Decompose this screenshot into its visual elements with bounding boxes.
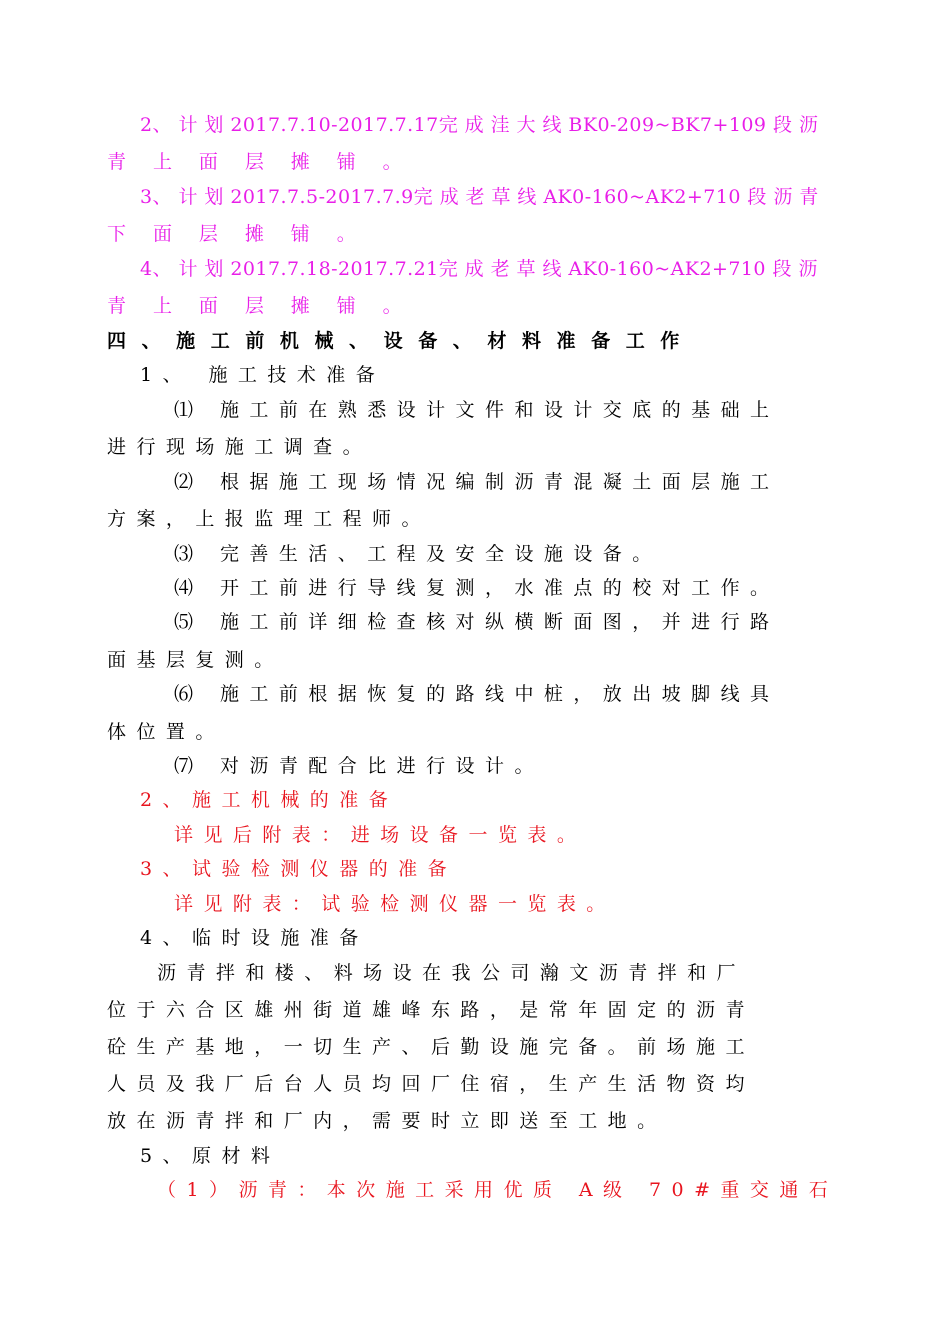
facilities-paragraph-line3: 砼生产基地，一切生产、后勤设施完备。前场施工	[107, 1036, 755, 1058]
asphalt-material-line: （1）沥青：本次施工采用优质 A级 70#重交通石	[157, 1179, 839, 1201]
tech-item-2-line1: ⑵ 根据施工现场情况编制沥青混凝土面层施工	[174, 471, 780, 493]
plan-item-4-line1: 4、 计 划 2017.7.18-2017.7.21完 成 老 草 线 AK0-160~AK2+710 段 沥	[140, 258, 818, 280]
tech-item-1-line2: 进行现场施工调查。	[107, 436, 373, 458]
plan-item-3-line2: 下 面 层 摊 铺 。	[107, 223, 367, 245]
plan-item-3-line1: 3、 计 划 2017.7.5-2017.7.9完 成 老 草 线 AK0-160~AK2+710 段 沥 青	[140, 186, 819, 208]
tech-item-5-line2: 面基层复测。	[107, 649, 284, 671]
tech-item-6-line2: 体位置。	[107, 721, 225, 743]
plan-item-2-line1: 2、 计 划 2017.7.10-2017.7.17完 成 洼 大 线 BK0-209~BK7+109 段 沥	[140, 114, 819, 136]
subsection-1-title: 1、 施工技术准备	[140, 364, 386, 386]
subsection-5-title: 5、原材料	[140, 1145, 281, 1167]
plan-item-2-line2: 青 上 面 层 摊 铺 。	[107, 151, 413, 173]
facilities-paragraph-line4: 人员及我厂后台人员均回厂住宿，生产生活物资均	[107, 1073, 755, 1095]
subsection-2-title: 2、施工机械的准备	[140, 789, 399, 811]
facilities-paragraph-line5: 放在沥青拌和厂内，需要时立即送至工地。	[107, 1110, 667, 1132]
facilities-paragraph-line1: 沥青拌和楼、料场设在我公司瀚文沥青拌和厂	[157, 962, 747, 984]
subsection-4-title: 4、临时设施准备	[140, 927, 369, 949]
tech-item-6-line1: ⑹ 施工前根据恢复的路线中桩，放出坡脚线具	[174, 683, 780, 705]
subsection-2-body: 详见后附表：进场设备一览表。	[174, 824, 587, 846]
tech-item-4: ⑷ 开工前进行导线复测，水准点的校对工作。	[174, 577, 780, 599]
tech-item-3: ⑶ 完善生活、工程及安全设施设备。	[174, 543, 662, 565]
subsection-3-title: 3、试验检测仪器的准备	[140, 858, 458, 880]
tech-item-2-line2: 方案，上报监理工程师。	[107, 508, 431, 530]
tech-item-1-line1: ⑴ 施工前在熟悉设计文件和设计交底的基础上	[174, 399, 780, 421]
section-4-heading: 四、施工前机械、设备、材料准备工作	[107, 330, 695, 352]
tech-item-5-line1: ⑸ 施工前详细检查核对纵横断面图，并进行路	[174, 611, 780, 633]
subsection-3-body: 详见附表：试验检测仪器一览表。	[174, 893, 616, 915]
facilities-paragraph-line2: 位于六合区雄州街道雄峰东路，是常年固定的沥青	[107, 999, 755, 1021]
plan-item-4-line2: 青 上 面 层 摊 铺 。	[107, 295, 413, 317]
tech-item-7: ⑺ 对沥青配合比进行设计。	[174, 755, 544, 777]
